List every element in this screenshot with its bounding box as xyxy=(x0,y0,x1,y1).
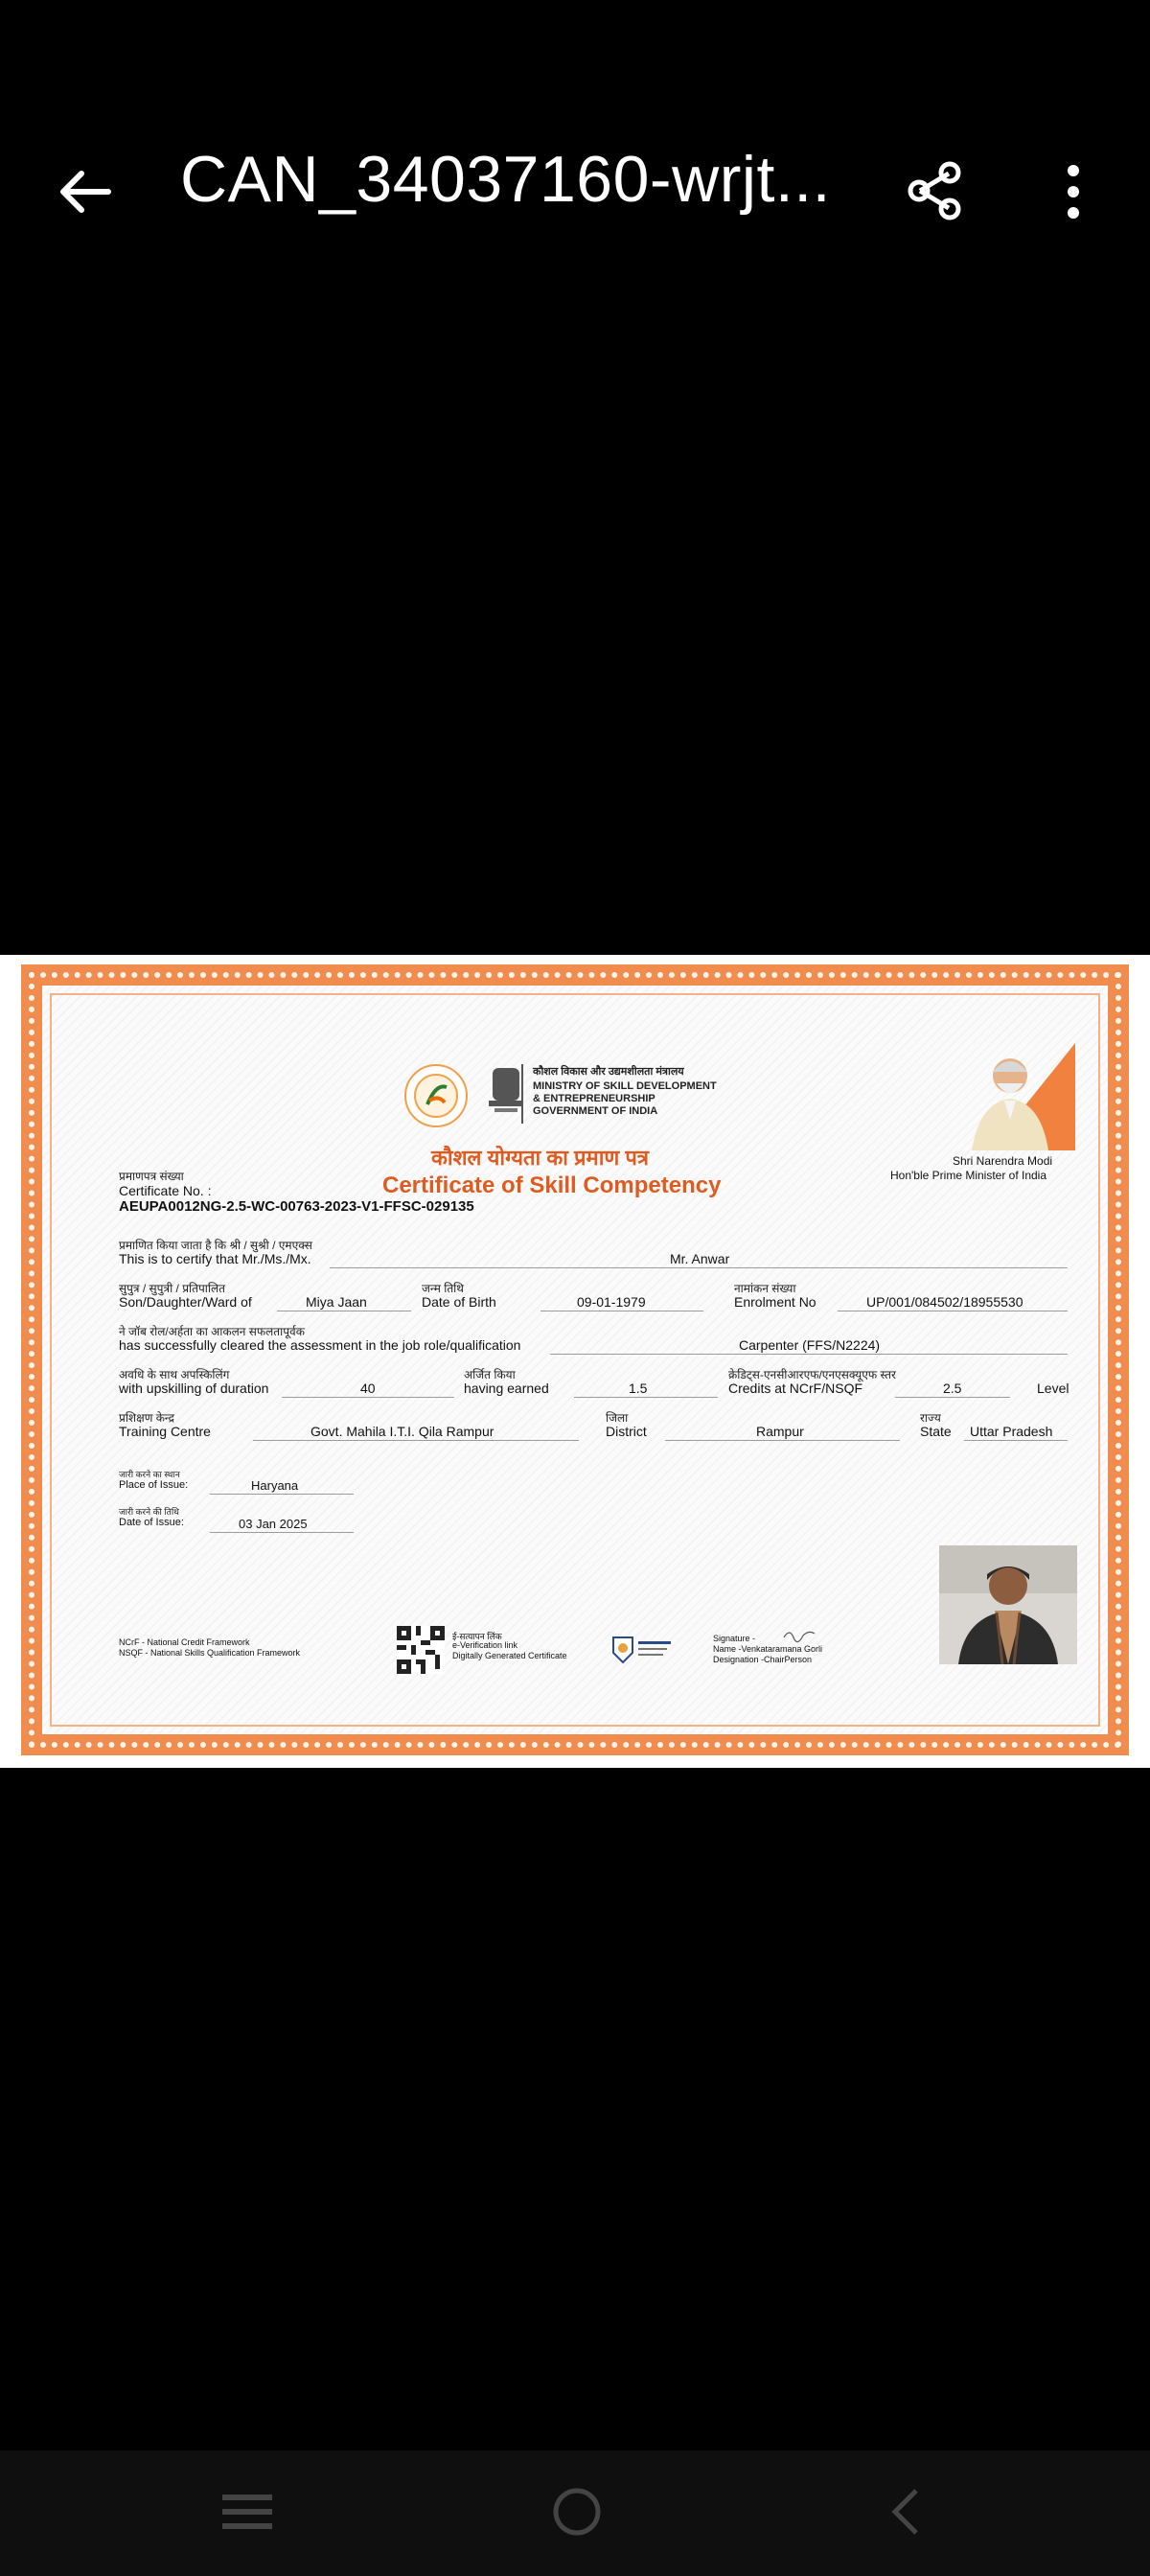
ward-hindi: सुपुत्र / सुपुत्री / प्रतिपालित xyxy=(119,1282,226,1295)
date-hindi: जारी करने की तिथि xyxy=(119,1507,179,1517)
system-navigation-bar xyxy=(0,2450,1150,2576)
enrol-value: UP/001/084502/18955530 xyxy=(866,1294,1024,1310)
dob-label: Date of Birth xyxy=(422,1294,496,1310)
ministry-name-line1: MINISTRY OF SKILL DEVELOPMENT xyxy=(533,1080,717,1092)
cert-no-value: AEUPA0012NG-2.5-WC-00763-2023-V1-FFSC-029135 xyxy=(119,1198,474,1215)
cert-no-hindi: प्रमाणपत्र संख्या xyxy=(119,1170,184,1183)
cleared-hindi: ने जॉब रोल/अर्हता का आकलन सफलतापूर्वक xyxy=(119,1325,305,1338)
signature-label: Signature - xyxy=(713,1634,756,1643)
date-label: Date of Issue: xyxy=(119,1517,184,1528)
verify-link[interactable]: e-Verification link xyxy=(452,1640,518,1650)
earned-hindi: अर्जित किया xyxy=(464,1368,516,1381)
place-hindi: जारी करने का स्थान xyxy=(119,1470,180,1479)
ncrf-hindi: क्रेडिट्स-एनसीआरएफ/एनएसक्यूएफ स्तर xyxy=(728,1368,896,1381)
underline xyxy=(253,1440,579,1441)
signatory-name: Name -Venkataramana Gorli xyxy=(713,1644,823,1654)
arrow-left-icon[interactable] xyxy=(53,158,120,225)
duration-label: with upskilling of duration xyxy=(119,1381,269,1396)
back-chevron-icon[interactable] xyxy=(872,2477,941,2546)
ncrf-label: Credits at NCrF/NSQF xyxy=(728,1381,863,1396)
state-label: State xyxy=(920,1424,952,1439)
enrol-label: Enrolment No xyxy=(734,1294,816,1310)
tc-label: Training Centre xyxy=(119,1424,211,1439)
certificate-image xyxy=(0,955,1150,1768)
ffsc-logo xyxy=(610,1634,675,1666)
dob-hindi: जन्म तिथि xyxy=(422,1282,464,1295)
verify-digital: Digitally Generated Certificate xyxy=(452,1651,567,1660)
district-value: Rampur xyxy=(756,1424,804,1439)
level-value: 2.5 xyxy=(943,1381,962,1396)
ministry-name-line3: GOVERNMENT OF INDIA xyxy=(533,1105,658,1117)
file-title: CAN_34037160-wrjt... xyxy=(180,143,832,216)
earned-value: 1.5 xyxy=(629,1381,648,1396)
ncrf-footnote: NCrF - National Credit Framework xyxy=(119,1637,250,1647)
district-hindi: जिला xyxy=(606,1411,629,1425)
share-icon[interactable] xyxy=(901,156,968,223)
place-label: Place of Issue: xyxy=(119,1479,189,1491)
underline xyxy=(665,1440,900,1441)
skill-india-logo xyxy=(404,1064,468,1127)
dob-value: 09-01-1979 xyxy=(577,1294,646,1310)
underline xyxy=(550,1354,1068,1355)
top-app-bar xyxy=(0,0,1150,383)
certificate-title: Certificate of Skill Competency xyxy=(382,1172,722,1198)
certify-label: This is to certify that Mr./Ms./Mx. xyxy=(119,1251,311,1266)
signatory-designation: Designation -ChairPerson xyxy=(713,1655,813,1664)
underline xyxy=(210,1494,354,1495)
underline xyxy=(210,1532,354,1533)
pm-photo xyxy=(951,1043,1075,1150)
ward-name: Miya Jaan xyxy=(306,1294,367,1310)
date-value: 03 Jan 2025 xyxy=(239,1517,308,1531)
pm-title: Hon'ble Prime Minister of India xyxy=(890,1169,1047,1182)
duration-hindi: अवधि के साथ अपस्किलिंग xyxy=(119,1368,230,1381)
job-role: Carpenter (FFS/N2224) xyxy=(739,1337,881,1353)
certify-hindi: प्रमाणित किया जाता है कि श्री / सुश्री / एमएक्स xyxy=(119,1239,312,1252)
underline xyxy=(574,1397,718,1398)
enrol-hindi: नामांकन संख्या xyxy=(734,1282,796,1295)
state-value: Uttar Pradesh xyxy=(970,1424,1053,1439)
recents-icon[interactable] xyxy=(213,2477,282,2546)
ministry-name-hindi: कौशल विकास और उद्यमशीलता मंत्रालय xyxy=(533,1066,684,1078)
qr-code[interactable] xyxy=(397,1626,445,1674)
underline xyxy=(964,1440,1068,1441)
tc-value: Govt. Mahila I.T.I. Qila Rampur xyxy=(310,1424,494,1439)
certificate-border xyxy=(21,964,1129,1755)
pm-name: Shri Narendra Modi xyxy=(953,1154,1053,1168)
underline xyxy=(330,1267,1068,1268)
place-value: Haryana xyxy=(251,1478,299,1493)
duration-value: 40 xyxy=(360,1381,376,1396)
level-label: Level xyxy=(1037,1381,1070,1396)
district-label: District xyxy=(606,1424,647,1439)
underline xyxy=(282,1397,454,1398)
earned-label: having earned xyxy=(464,1381,549,1396)
underline xyxy=(895,1397,1010,1398)
ward-label: Son/Daughter/Ward of xyxy=(119,1294,252,1310)
state-hindi: राज्य xyxy=(920,1411,941,1425)
cleared-label: has successfully cleared the assessment in the job role/qualification xyxy=(119,1337,521,1353)
verify-hindi: ई-सत्यापन लिंक xyxy=(452,1632,502,1641)
ministry-name-line2: & ENTREPRENEURSHIP xyxy=(533,1093,656,1104)
tc-hindi: प्रशिक्षण केन्द्र xyxy=(119,1411,175,1425)
home-icon[interactable] xyxy=(542,2477,611,2546)
candidate-name: Mr. Anwar xyxy=(670,1251,730,1266)
nsqf-footnote: NSQF - National Skills Qualification Framework xyxy=(119,1648,301,1658)
certificate-title-hindi: कौशल योग्यता का प्रमाण पत्र xyxy=(431,1146,650,1170)
candidate-photo xyxy=(939,1545,1077,1664)
cert-no-label: Certificate No. : xyxy=(119,1183,212,1198)
header-divider xyxy=(521,1064,523,1124)
more-vertical-icon[interactable] xyxy=(1049,158,1097,225)
